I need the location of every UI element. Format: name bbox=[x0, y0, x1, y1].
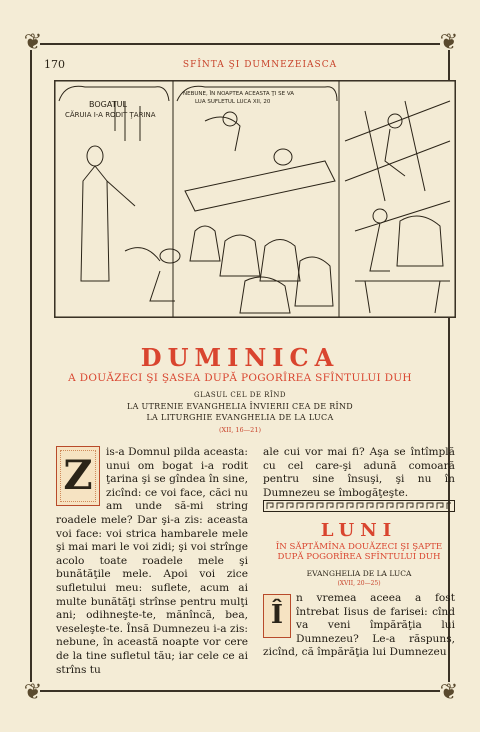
corner-ornament-icon: ❦ bbox=[23, 680, 43, 705]
gospel-text: is-a Domnul pilda aceasta: unui om bogat i-a rodit ţarina şi se gîndea în sine, zicînd: ce voi face, căci nu am unde să-mi string roadele mele? Dar şi-a zis: aceasta voi face: voi strica hambarele mele şi mai mari le voi zidi; şi voi strînge acolo toate roadele mele şi bunătăţile mele. Apoi voi zice sufletului meu: suflete, acum ai multe bunătăţi strînse pentru mulţi ani; odihneşte-te, mănîncă, bea, veseleşte-te. Însă Dumnezeu i-a zis: nebune, în această noapte vor cere de la tine sufletul tău; iar cele ce ai strîns tu bbox=[56, 446, 248, 676]
illustration-drawing bbox=[55, 81, 455, 317]
corner-ornament-icon: ❦ bbox=[439, 680, 459, 705]
section-title: DUMINICA bbox=[140, 343, 340, 372]
meander-divider bbox=[263, 500, 455, 512]
section-subtitle-luni: ÎN SĂPTĂMÎNA DOUĂZECI ŞI ŞAPTE DUPĂ POGORÎREA SFÎNTULUI DUH bbox=[275, 542, 443, 562]
scripture-reference: (XII, 16—21) bbox=[218, 426, 261, 434]
matins-line: LA UTRENIE EVANGHELIA ÎNVIERII CEA DE RÎND bbox=[126, 402, 354, 411]
liturgy-line: LA LITURGHIE EVANGHELIA DE LA LUCA bbox=[146, 413, 334, 422]
running-head: SFÎNTA ŞI DUMNEZEIASCA bbox=[182, 60, 338, 70]
text-column-right bbox=[263, 446, 455, 500]
illustration-caption-right-1: NEBUNE, ÎN NOAPTEA ACEASTA ŢI SE VA bbox=[183, 91, 295, 97]
section-title-luni: LUNI bbox=[320, 520, 398, 541]
illustration-panel bbox=[54, 80, 456, 318]
tone-line: GLASUL CEL DE RÎND bbox=[194, 391, 286, 399]
page-number: 170 bbox=[44, 58, 65, 71]
gospel-text-luni: n vremea aceea a fost întrebat Iisus de farisei: cînd va veni împărăţia lui Dumnezeu? Le-a răspuns, zicînd, că împărăţia lui Dumnezeu bbox=[263, 592, 455, 659]
section-subtitle: A DOUĂZECI ŞI ŞASEA DUPĂ POGORÎREA SFÎNTULUI DUH bbox=[68, 372, 412, 384]
corner-ornament-icon: ❦ bbox=[439, 30, 459, 55]
illustration-caption-left-1: BOGATUL bbox=[89, 100, 127, 109]
scripture-reference-luni: (XVII, 20—25) bbox=[337, 580, 381, 587]
drop-cap: Z bbox=[56, 446, 100, 506]
top-border-rule bbox=[40, 43, 440, 45]
text-column-left bbox=[56, 446, 248, 677]
gospel-line-luni: EVANGHELIA DE LA LUCA bbox=[306, 569, 412, 578]
illustration-caption-left-2: CĂRUIA I-A RODIT ŢARINA bbox=[65, 111, 156, 119]
illustration-caption-right-2: LUA SUFLETUL LUCA XII, 20 bbox=[195, 99, 271, 105]
drop-cap-luni: Î bbox=[263, 594, 291, 638]
text-column-right-luni bbox=[263, 592, 455, 660]
bottom-border-rule bbox=[40, 690, 440, 692]
corner-ornament-icon: ❦ bbox=[23, 30, 43, 55]
gospel-text-continued: ale cui vor mai fi? Aşa se întîmplă cu cel care-şi adună comoară pentru sine însuşi, şi nu în Dumnezeu se îmbogăţeşte. bbox=[263, 446, 455, 499]
